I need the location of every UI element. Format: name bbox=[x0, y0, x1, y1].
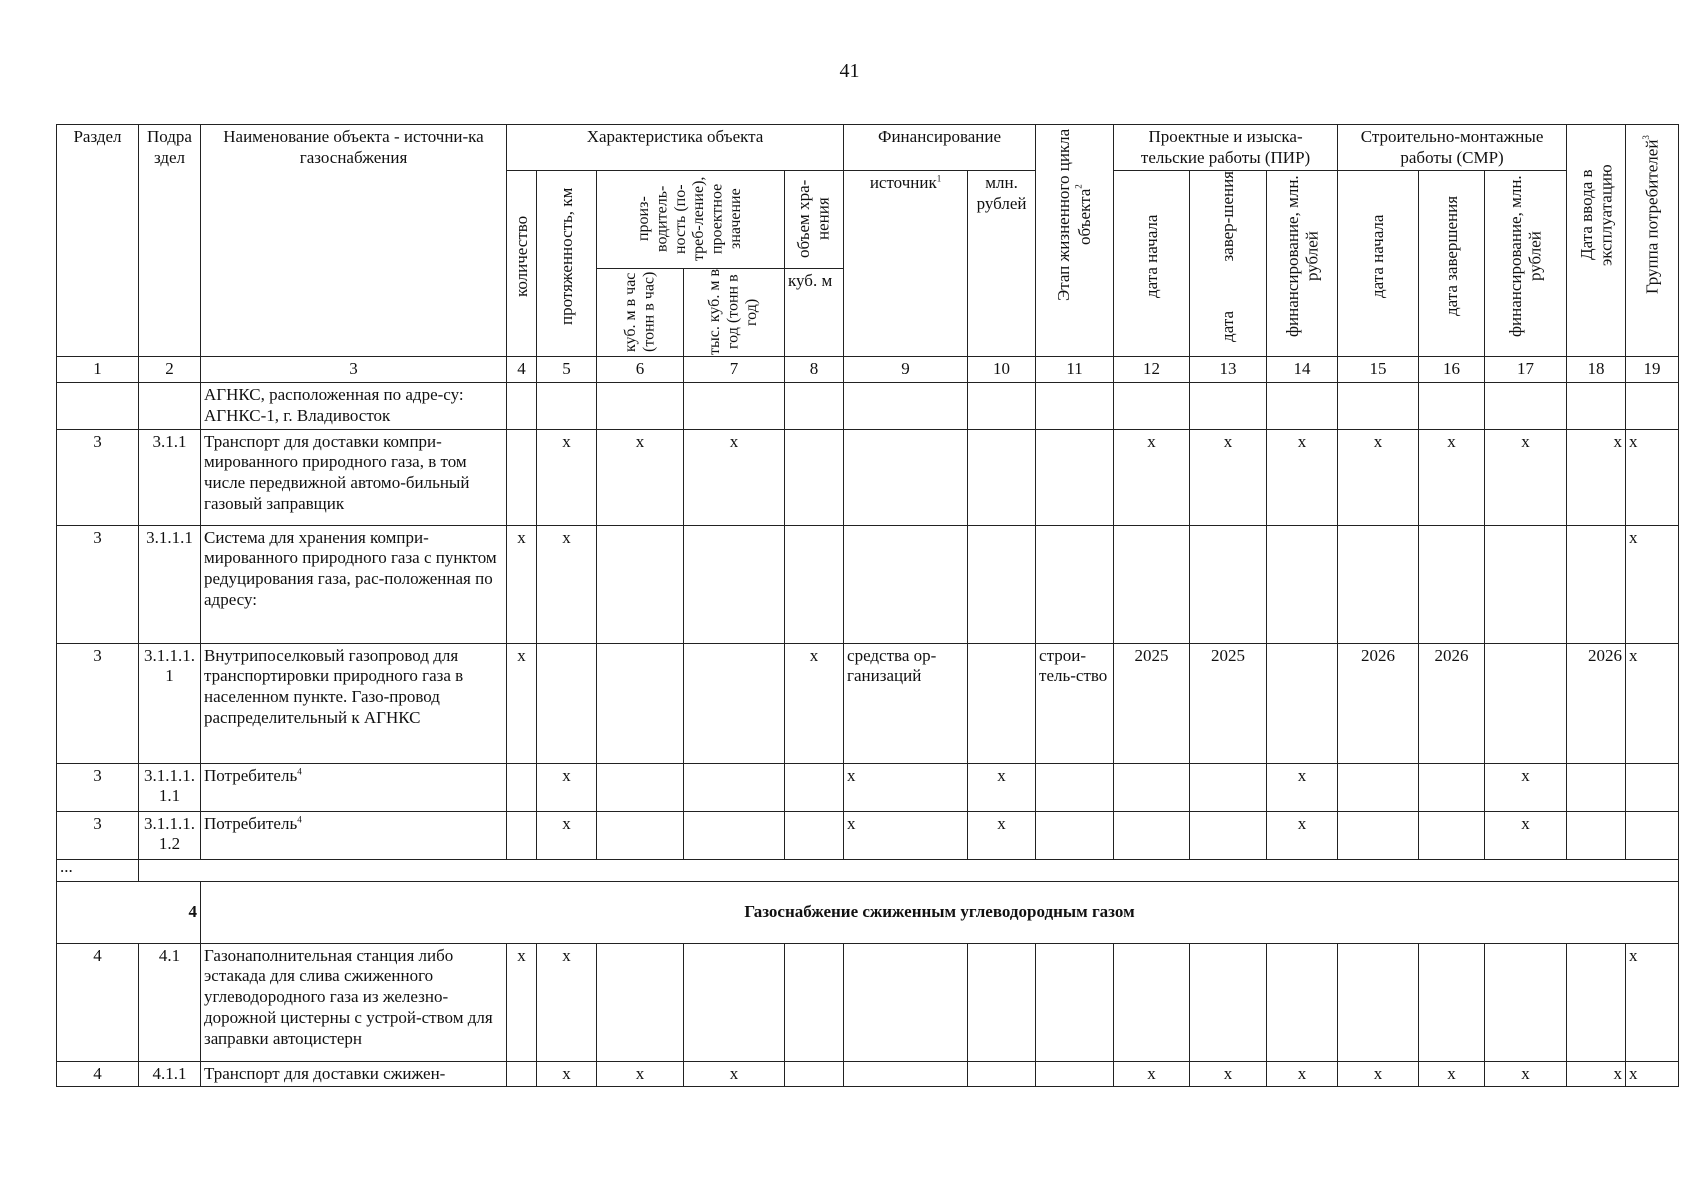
x-mark: x bbox=[1419, 1061, 1485, 1087]
column-number-row bbox=[57, 357, 1679, 383]
header-pir: Проектные и изыска-тельские работы (ПИР) bbox=[1114, 125, 1338, 171]
header-pir-financing: финансирование, млн. рублей bbox=[1267, 171, 1338, 357]
x-mark: x bbox=[1114, 429, 1190, 525]
razdel-cell: 3 bbox=[57, 763, 139, 811]
table-row bbox=[57, 429, 1679, 525]
col-num: 6 bbox=[597, 357, 684, 383]
section-title: Газоснабжение сжиженным углеводородным газом bbox=[201, 881, 1679, 943]
smr-end-date: 2026 bbox=[1419, 643, 1485, 763]
header-object-name: Наименование объекта - источни-ка газоснабжения bbox=[201, 125, 507, 357]
razdel-cell: 3 bbox=[57, 429, 139, 525]
x-mark: x bbox=[1485, 763, 1567, 811]
x-mark: x bbox=[1267, 429, 1338, 525]
x-mark: x bbox=[537, 1061, 597, 1087]
col-num: 9 bbox=[844, 357, 968, 383]
commission-date: 2026 bbox=[1567, 643, 1626, 763]
x-mark: x bbox=[968, 763, 1036, 811]
x-mark: x bbox=[1626, 525, 1679, 643]
header-storage: объем хра-нения bbox=[785, 171, 844, 269]
subsection-cell: 3.1.1.1.1 bbox=[139, 643, 201, 763]
x-mark: x bbox=[537, 525, 597, 643]
x-mark: x bbox=[684, 1061, 785, 1087]
object-name: Газонаполнительная станция либо эстакада для слива сжиженного углеводородного газа из железно-дорожной цистерны с устрой-ством для заправки автоцистерн bbox=[201, 943, 507, 1061]
table-row bbox=[57, 525, 1679, 643]
x-mark: x bbox=[507, 643, 537, 763]
subsection-cell: 3.1.1.1.1.1 bbox=[139, 763, 201, 811]
x-mark: x bbox=[1338, 429, 1419, 525]
col-num: 4 bbox=[507, 357, 537, 383]
x-mark: x bbox=[537, 943, 597, 1061]
x-mark: x bbox=[1190, 429, 1267, 525]
x-mark: x bbox=[1267, 763, 1338, 811]
x-mark: x bbox=[1419, 429, 1485, 525]
page-number: 41 bbox=[839, 60, 860, 82]
header-pir-end: завер-шения дата bbox=[1190, 171, 1267, 357]
table-row bbox=[57, 383, 1679, 429]
col-num: 5 bbox=[537, 357, 597, 383]
header-podrazdel: Подра здел bbox=[139, 125, 201, 357]
header-razdel: Раздел bbox=[57, 125, 139, 357]
x-mark: x bbox=[1626, 429, 1679, 525]
header-prod-year: тыс. куб. м в год (тонн в год) bbox=[684, 269, 785, 357]
col-num: 10 bbox=[968, 357, 1036, 383]
x-mark: x bbox=[1626, 943, 1679, 1061]
object-name: АГНКС, расположенная по адре-су: АГНКС-1, г. Владивосток bbox=[201, 383, 507, 429]
x-mark: x bbox=[507, 943, 537, 1061]
header-lifecycle: Этап жизненного цикла объекта$^2$ bbox=[1036, 125, 1114, 357]
subsection-cell: 4.1 bbox=[139, 943, 201, 1061]
object-name: Внутрипоселковый газопровод для транспортировки природного газа в населенном пункте. Газо-провод распределительный к АГНКС bbox=[201, 643, 507, 763]
col-num: 17 bbox=[1485, 357, 1567, 383]
x-mark: x bbox=[1567, 1061, 1626, 1087]
header-smr-start: дата начала bbox=[1338, 171, 1419, 357]
header-characteristics: Характеристика объекта bbox=[507, 125, 844, 171]
x-mark: x bbox=[785, 643, 844, 763]
x-mark: x bbox=[537, 429, 597, 525]
x-mark: x bbox=[507, 525, 537, 643]
header-prod-hour: куб. м в час (тонн в час) bbox=[597, 269, 684, 357]
header-consumer-group: Группа потребителей$^3$ bbox=[1626, 125, 1679, 357]
object-name: Система для хранения компри-мированного природного газа с пунктом редуцирования газа, рас-положенная по адресу: bbox=[201, 525, 507, 643]
x-mark: x bbox=[844, 763, 968, 811]
subsection-cell: 4.1.1 bbox=[139, 1061, 201, 1087]
table-row bbox=[57, 643, 1679, 763]
x-mark: x bbox=[537, 811, 597, 859]
razdel-cell: 3 bbox=[57, 811, 139, 859]
col-num: 8 bbox=[785, 357, 844, 383]
x-mark: x bbox=[684, 429, 785, 525]
col-num: 14 bbox=[1267, 357, 1338, 383]
table-row bbox=[57, 943, 1679, 1061]
x-mark: x bbox=[1567, 429, 1626, 525]
x-mark: x bbox=[1485, 1061, 1567, 1087]
x-mark: x bbox=[1267, 811, 1338, 859]
razdel-cell: 3 bbox=[57, 525, 139, 643]
section-number: 4 bbox=[57, 881, 201, 943]
gas-supply-table bbox=[56, 124, 1679, 1087]
object-name: Транспорт для доставки компри-мированного природного газа, в том числе передвижной автомо-бильный газовый заправщик bbox=[201, 429, 507, 525]
header-commission-date: Дата ввода в эксплуатацию bbox=[1567, 125, 1626, 357]
subsection-cell: 3.1.1.1.1.2 bbox=[139, 811, 201, 859]
ellipsis: ... bbox=[57, 859, 139, 881]
col-num: 15 bbox=[1338, 357, 1419, 383]
col-num: 18 bbox=[1567, 357, 1626, 383]
col-num: 11 bbox=[1036, 357, 1114, 383]
col-num: 19 bbox=[1626, 357, 1679, 383]
razdel-cell: 4 bbox=[57, 943, 139, 1061]
object-name: Потребитель$^4$ bbox=[201, 811, 507, 859]
pir-start-date: 2025 bbox=[1114, 643, 1190, 763]
col-num: 7 bbox=[684, 357, 785, 383]
subsection-cell: 3.1.1 bbox=[139, 429, 201, 525]
table-row bbox=[57, 811, 1679, 859]
section-heading-row bbox=[57, 881, 1679, 943]
header-productivity: произ-водитель-ность (по-треб-ление), проектное значение bbox=[597, 171, 785, 269]
object-name: Потребитель$^4$ bbox=[201, 763, 507, 811]
x-mark: x bbox=[1485, 811, 1567, 859]
col-num: 13 bbox=[1190, 357, 1267, 383]
x-mark: x bbox=[1114, 1061, 1190, 1087]
object-name: Транспорт для доставки сжижен- bbox=[201, 1061, 507, 1087]
header-quantity: количество bbox=[507, 171, 537, 357]
col-num: 1 bbox=[57, 357, 139, 383]
x-mark: x bbox=[597, 429, 684, 525]
razdel-cell: 3 bbox=[57, 643, 139, 763]
pir-end-date: 2025 bbox=[1190, 643, 1267, 763]
header-financing: Финансирование bbox=[844, 125, 1036, 171]
header-length: протяженность, км bbox=[537, 171, 597, 357]
header-pir-start: дата начала bbox=[1114, 171, 1190, 357]
x-mark: x bbox=[1626, 1061, 1679, 1087]
header-smr-end: дата завершения bbox=[1419, 171, 1485, 357]
x-mark: x bbox=[1626, 643, 1679, 763]
x-mark: x bbox=[1267, 1061, 1338, 1087]
financing-source: средства ор-ганизаций bbox=[844, 643, 968, 763]
ellipsis-row bbox=[57, 859, 1679, 881]
subsection-cell: 3.1.1.1 bbox=[139, 525, 201, 643]
col-num: 2 bbox=[139, 357, 201, 383]
x-mark: x bbox=[844, 811, 968, 859]
col-num: 3 bbox=[201, 357, 507, 383]
x-mark: x bbox=[1190, 1061, 1267, 1087]
lifecycle-stage: строи-тель-ство bbox=[1036, 643, 1114, 763]
smr-start-date: 2026 bbox=[1338, 643, 1419, 763]
header-mln: млн. рублей bbox=[968, 171, 1036, 357]
header-smr-financing: финансирование, млн. рублей bbox=[1485, 171, 1567, 357]
col-num: 12 bbox=[1114, 357, 1190, 383]
x-mark: x bbox=[968, 811, 1036, 859]
table-row bbox=[57, 763, 1679, 811]
x-mark: x bbox=[1485, 429, 1567, 525]
x-mark: x bbox=[1338, 1061, 1419, 1087]
header-source: источник$^1$ bbox=[844, 171, 968, 357]
x-mark: x bbox=[537, 763, 597, 811]
table-row bbox=[57, 1061, 1679, 1087]
col-num: 16 bbox=[1419, 357, 1485, 383]
razdel-cell: 4 bbox=[57, 1061, 139, 1087]
header-storage-unit: куб. м bbox=[785, 269, 844, 357]
header-smr: Строительно-монтажные работы (СМР) bbox=[1338, 125, 1567, 171]
x-mark: x bbox=[597, 1061, 684, 1087]
